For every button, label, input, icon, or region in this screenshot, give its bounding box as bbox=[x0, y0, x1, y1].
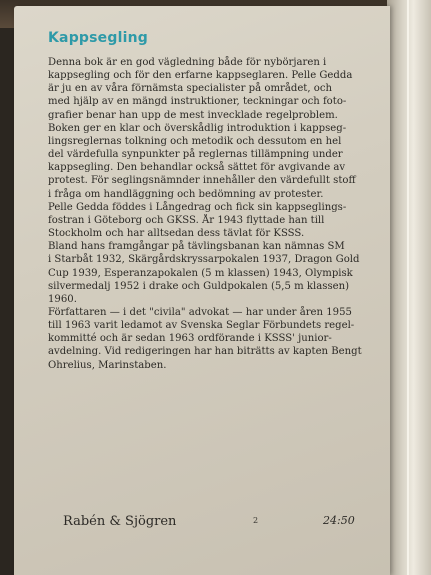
blurb-line: grafier benar han upp de mest invecklade regelproblem. bbox=[48, 109, 338, 121]
blurb-line: Ohrelius, Marinstaben. bbox=[48, 359, 167, 371]
blurb-line: fostran i Göteborg och GKSS. År 1943 flyttade han till bbox=[48, 214, 325, 226]
blurb-line: är ju en av våra förnämsta specialister på området, och bbox=[48, 83, 332, 95]
blurb-line: i fråga om handläggning och bedömning av protester. bbox=[48, 188, 324, 200]
blurb-line: avdelning. Vid redigeringen har han biträtts av kapten Bengt bbox=[48, 346, 362, 358]
blurb-text bbox=[48, 56, 378, 372]
blurb-line: Bland hans framgångar på tävlingsbanan kan nämnas SM bbox=[48, 241, 345, 253]
blurb-line: kappsegling. Den behandlar också sättet för avgivande av bbox=[48, 162, 346, 174]
blurb-line: 1960. bbox=[48, 293, 77, 305]
blurb-line: Boken ger en klar och överskådlig introduktion i kappseg- bbox=[48, 122, 347, 134]
blurb-line: lingsreglernas tolkning och metodik och dessutom en hel bbox=[48, 135, 342, 147]
book-title: Kappsegling bbox=[48, 30, 148, 46]
blurb-line: Denna bok är en god vägledning både för nybörjaren i bbox=[48, 57, 327, 68]
blurb-line: kappsegling och för den erfarne kappseglaren. Pelle Gedda bbox=[48, 70, 353, 82]
book-spine bbox=[387, 0, 431, 575]
blurb-line: till 1963 varit ledamot av Svenska Seglar Förbundets regel- bbox=[48, 320, 355, 332]
blurb-line: protest. För seglingsnämnder innehåller den värdefullt stoff bbox=[48, 175, 356, 187]
blurb-line: del värdefulla synpunkter på reglernas tillämpning under bbox=[48, 149, 343, 161]
blurb-line: med hjälp av en mängd instruktioner, teckningar och foto- bbox=[48, 96, 347, 108]
blurb-line: Stockholm och har alltsedan dess tävlat för KSSS. bbox=[48, 228, 305, 240]
blurb-line: i Starbåt 1932, Skärgårdskryssarpokalen 1937, Dragon Gold bbox=[48, 254, 360, 266]
publisher-name: Rabén & Sjögren bbox=[63, 514, 177, 529]
page-number: 2 bbox=[253, 516, 259, 525]
blurb-line: Cup 1939, Esperanzapokalen (5 m klassen) 1943, Olympisk bbox=[48, 267, 353, 279]
blurb-line: Pelle Gedda föddes i Långedrag och fick sin kappseglings- bbox=[48, 201, 347, 213]
blurb-line: silvermedalj 1952 i drake och Guldpokalen (5,5 m klassen) bbox=[48, 280, 350, 292]
blurb-line: kommitté och är sedan 1963 ordförande i KSSS' junior- bbox=[48, 333, 332, 345]
price-label: 24:50 bbox=[323, 514, 355, 527]
blurb-line: Författaren — i det "civila" advokat — har under åren 1955 bbox=[48, 306, 352, 318]
spine-highlight bbox=[407, 0, 409, 575]
